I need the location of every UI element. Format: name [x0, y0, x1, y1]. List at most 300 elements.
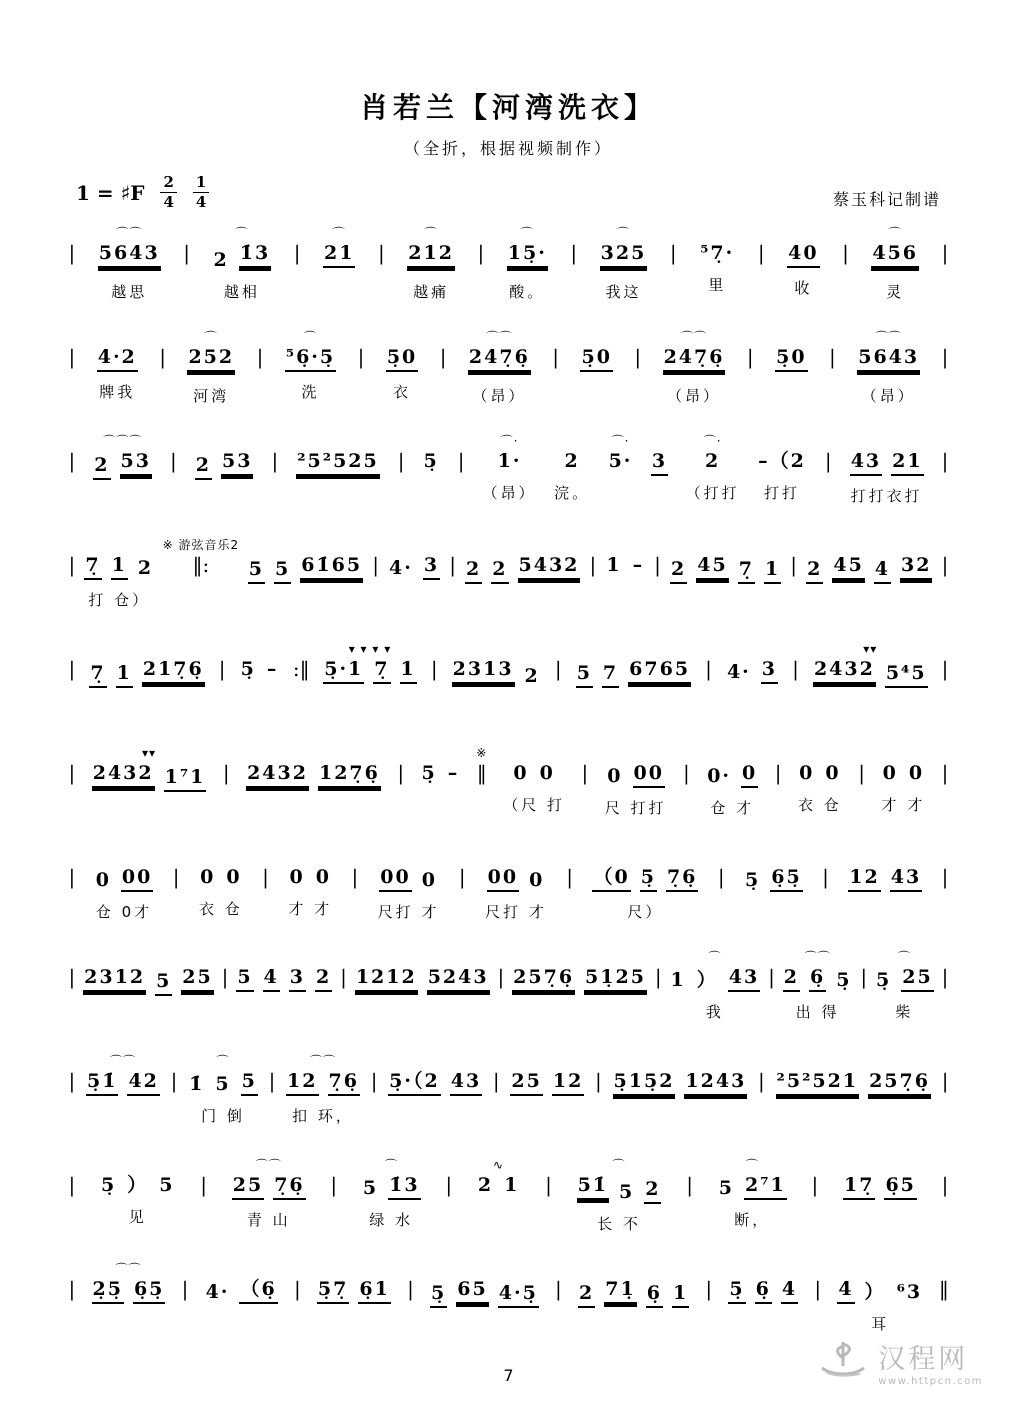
barline-glyph [829, 346, 836, 369]
note-group: 00 [633, 762, 665, 788]
ornament-annotation [943, 536, 948, 554]
ornament-annotation [633, 744, 638, 762]
note-group: ⁶3 [896, 1281, 923, 1303]
ornament-annotation [145, 640, 150, 658]
barline-text: | [654, 553, 661, 577]
lyric-text [169, 482, 177, 506]
note-group: 6̣5̣ [770, 866, 802, 892]
note-group: 2312 [83, 966, 146, 992]
ornament-annotation [776, 744, 781, 762]
barline [669, 224, 677, 298]
note-group: 6̣5̣ [133, 1278, 165, 1304]
ornament-annotation [793, 640, 798, 658]
ornament-annotation: ⌒ [235, 226, 249, 240]
measure-cell [378, 848, 440, 925]
measure-cell [465, 536, 580, 617]
lyric-text [197, 586, 205, 610]
lyric-text [159, 378, 167, 402]
barline [397, 432, 405, 506]
barline-text: ‖: [192, 553, 210, 577]
lyric-text [589, 586, 597, 610]
note-groups [430, 1278, 539, 1308]
barline [397, 744, 405, 818]
lyric-text [941, 794, 949, 818]
barline-text: | [293, 1277, 301, 1301]
lyric-text [310, 801, 318, 825]
lyric-text [68, 1310, 76, 1334]
note-groups [89, 658, 204, 688]
barline-text: | [330, 1173, 338, 1197]
note-groups [563, 450, 580, 473]
measure-cell [199, 848, 243, 922]
barline-text: | [445, 1173, 453, 1197]
lyric-text [555, 1310, 563, 1334]
note-groups [837, 1278, 923, 1304]
lyric-text [621, 586, 629, 610]
note-group: 4 [874, 558, 891, 584]
lyric-text: 灵 [886, 283, 905, 301]
ornament-annotation [69, 640, 74, 658]
barline [757, 224, 765, 298]
measure-cell [686, 432, 740, 506]
barline-glyph [942, 762, 949, 785]
note-group: 2 [524, 665, 540, 687]
note-group: 7 [602, 662, 619, 688]
measure-cell [663, 328, 726, 409]
barline-text: | [705, 1277, 713, 1301]
barline [792, 640, 800, 714]
barline-glyph [942, 450, 949, 473]
note-group: 5 [215, 1073, 231, 1095]
note-group: ⁵7̣· [700, 242, 735, 264]
ornament-annotation [687, 1156, 692, 1174]
note-groups [783, 966, 853, 992]
barline-text: | [68, 657, 76, 681]
ornament-annotation [545, 1052, 550, 1070]
barline [941, 536, 949, 610]
note-group: 7̣6̣ [273, 1174, 305, 1200]
note-groups [388, 554, 440, 580]
note-groups [232, 1174, 306, 1200]
barline-glyph [686, 1174, 693, 1197]
score-system [68, 536, 949, 617]
lyric-text [824, 482, 832, 506]
lyric-text [576, 1005, 584, 1029]
ornament-annotation [359, 328, 364, 346]
ornament-annotation [183, 1260, 188, 1278]
barline [492, 1052, 500, 1126]
lyric-text [145, 801, 153, 825]
note-group: 5 [274, 558, 291, 584]
score-system [68, 1156, 949, 1237]
ornament-annotation [769, 948, 774, 966]
measure-cell [83, 948, 214, 1029]
barline-glyph [193, 554, 210, 577]
note-group: 25 [181, 966, 213, 992]
lyric-text [418, 1005, 426, 1029]
note-group: 65 [456, 1278, 488, 1304]
barline-text: | [746, 345, 754, 369]
barline-text: | [169, 449, 177, 473]
ornament-annotation [432, 640, 437, 658]
ornament-annotation [577, 948, 582, 966]
note-group: （0 [592, 866, 630, 892]
ornament-annotation [759, 1052, 764, 1070]
lyric-text: 尺打 才 [485, 903, 547, 921]
key-label: 1 = ♯F [76, 180, 145, 205]
note-group: 5̣ [101, 1174, 117, 1196]
barline-glyph [69, 658, 76, 681]
measure-cell [248, 536, 363, 617]
lyric-text: 才 才 [881, 796, 926, 814]
barline-text: | [351, 865, 359, 889]
ornament-annotation: ⌒⌒ [309, 1054, 336, 1068]
transcriber-credit: 蔡玉科记制谱 [832, 190, 941, 209]
note-group: 00 [487, 866, 519, 892]
note-group: 217̣6̣ [142, 658, 205, 684]
lyric-text [593, 381, 601, 405]
lyric-text [431, 1105, 439, 1129]
note-group: 0 [882, 762, 898, 784]
lyric-text [654, 998, 662, 1022]
measure-cell [592, 848, 698, 925]
measure-cell [871, 224, 919, 305]
lyric-text [457, 482, 465, 506]
note-groups [497, 450, 523, 473]
barline-text: | [941, 449, 949, 473]
ornament-annotation: ▾▾ [863, 642, 878, 656]
note-groups [100, 1174, 175, 1197]
barline [68, 744, 76, 818]
lyric-text [656, 485, 664, 509]
barline-glyph [814, 1278, 821, 1301]
barline-text: | [545, 1173, 552, 1197]
note-groups [718, 1174, 787, 1200]
measure-cell [355, 948, 490, 1029]
note-groups [317, 1278, 391, 1304]
barline-glyph [183, 242, 190, 265]
note-group: 7̣ [89, 662, 106, 688]
barline [172, 848, 180, 922]
lyric-text [302, 593, 310, 617]
barline-glyph [705, 1278, 712, 1301]
barline [457, 432, 465, 506]
note-group: 5̣ [423, 450, 439, 472]
barline [183, 224, 191, 298]
barline [340, 948, 348, 1022]
ornament-annotation: ⌒ [616, 226, 630, 240]
note-groups [507, 242, 548, 272]
note-groups [608, 450, 634, 473]
barline-glyph [634, 346, 641, 369]
lyric-text [478, 794, 486, 818]
barline-glyph [445, 1174, 452, 1197]
note-group: 43 [450, 1070, 482, 1096]
barline [477, 224, 485, 298]
measure-cell [605, 536, 645, 610]
barline-text: | [842, 241, 849, 265]
ornament-annotation [257, 640, 262, 658]
ornament-annotation [546, 1156, 551, 1174]
barline [68, 640, 76, 714]
note-group: 4 [837, 1278, 854, 1304]
barline [686, 1156, 694, 1230]
ornament-annotation [420, 948, 425, 966]
lyric-text: 尺 打打 [604, 799, 667, 817]
barline-glyph [222, 966, 229, 989]
barline [811, 1156, 819, 1230]
barline [545, 1156, 553, 1230]
ornament-annotation [220, 640, 225, 658]
ornament-annotation [69, 328, 74, 346]
barline [941, 432, 949, 506]
lyric-text [705, 690, 713, 714]
lyric-text [941, 898, 949, 922]
note-groups [510, 1070, 584, 1096]
barline-text: ‖ [476, 761, 487, 785]
barline-text: | [262, 865, 269, 889]
barline-text: | [397, 449, 405, 473]
barline [458, 848, 466, 922]
measure-cell [286, 1052, 360, 1129]
lyric-text [941, 1206, 949, 1230]
lyric-text: 河湾 [193, 387, 230, 405]
barline [941, 744, 949, 818]
ornament-annotation [498, 948, 503, 966]
ornament-annotation [678, 1052, 683, 1070]
note-group: 5̣ [240, 658, 256, 680]
note-group: 5 [619, 1181, 635, 1203]
barline-glyph [69, 866, 76, 889]
note-groups [86, 1070, 160, 1096]
barline-text: | [552, 345, 560, 369]
lyric-text [125, 1313, 133, 1337]
ornament-annotation [817, 744, 822, 762]
measure-cell [757, 432, 807, 506]
measure-cell [296, 432, 380, 513]
note-groups [407, 242, 455, 272]
ornament-annotation [719, 848, 724, 866]
barline [68, 536, 76, 610]
note-groups [577, 1174, 662, 1204]
note-group: 1 [116, 662, 133, 688]
barline-glyph [330, 1174, 337, 1197]
measure-cell [98, 224, 161, 305]
barline [407, 1260, 415, 1334]
barline [218, 640, 226, 714]
score [68, 224, 949, 1341]
barline-glyph [570, 242, 577, 265]
barline [824, 432, 832, 506]
barline [829, 328, 837, 402]
lyric-text [262, 898, 270, 922]
note-group: 61̇65 [300, 554, 363, 580]
note-groups [651, 450, 668, 476]
ornament-annotation [478, 224, 483, 242]
measure-cell [775, 328, 807, 405]
barline [181, 1260, 189, 1334]
barline-text: | [68, 1069, 76, 1093]
note-group: 4·2 [97, 346, 138, 372]
lyric-text: 收 [794, 279, 813, 297]
note-group: 5⁴5 [885, 662, 928, 688]
note-group: 6̣ [809, 966, 826, 992]
note-group: 0 [908, 762, 925, 784]
lyric-text [676, 1109, 684, 1133]
barline-text: | [555, 1277, 562, 1301]
barline-text: | [581, 761, 589, 785]
lyric-text [554, 690, 562, 714]
barline-glyph [159, 346, 166, 369]
barline [842, 224, 850, 298]
note-group: 51̣25 [584, 966, 647, 992]
note-groups [706, 762, 758, 788]
barline-glyph [69, 966, 76, 989]
ornament-annotation [943, 948, 948, 966]
lyric-text [181, 1310, 189, 1334]
ornament-annotation [943, 224, 948, 242]
measure-cell [468, 328, 531, 409]
barline [858, 744, 866, 818]
ornament-annotation [69, 948, 74, 966]
ornament-annotation [295, 224, 300, 242]
note-groups [240, 658, 280, 681]
lyric-text [941, 482, 949, 506]
measure-cell [388, 1052, 482, 1129]
ornament-annotation [643, 848, 648, 866]
lyric-text [68, 794, 76, 818]
ornament-annotation: ▾▾ [142, 746, 157, 760]
note-group: – [632, 554, 645, 576]
barline-text: | [221, 965, 229, 989]
barline [293, 224, 301, 298]
note-group: 0 [315, 866, 331, 888]
note-group: 2 [578, 1282, 595, 1308]
page-subtitle: （全折，根据视频制作） [403, 139, 613, 158]
barline-glyph [942, 554, 949, 577]
note-groups [195, 450, 254, 480]
barline-glyph [69, 450, 76, 473]
measure-cell [848, 848, 922, 925]
measure-cell [580, 328, 612, 405]
note-group: 1· [497, 450, 522, 472]
lyric-text [629, 697, 637, 721]
barline [330, 1156, 338, 1230]
lyric-text [705, 1310, 713, 1334]
measure-cell [84, 536, 154, 613]
lyric-text [543, 1105, 551, 1129]
ornament-annotation [117, 536, 122, 554]
lyric-text: 门 倒 [201, 1107, 245, 1125]
barline-glyph [477, 242, 484, 265]
lyric-text: 我这 [605, 283, 642, 301]
measure-cell [388, 536, 440, 613]
barline [262, 848, 270, 922]
note-group: 325 [600, 242, 648, 268]
note-groups [213, 242, 272, 272]
note-groups [578, 1278, 689, 1308]
measure-cell [317, 1260, 391, 1337]
ornament-annotation [730, 744, 735, 762]
lyric-text: 越思 [111, 283, 148, 301]
lyric-text: （尺 打 [503, 796, 566, 814]
note-group: 00 [121, 866, 153, 892]
measure-cell [95, 848, 154, 925]
note-group: 2 [644, 1178, 661, 1204]
note-group: 0 [513, 762, 529, 784]
barline [570, 224, 578, 298]
barline [163, 536, 240, 610]
lyric-text [481, 1317, 489, 1341]
ornament-annotation [715, 224, 720, 242]
lyric-text: （昂） [472, 387, 527, 405]
barline-glyph [477, 762, 487, 785]
barline-glyph [223, 762, 230, 785]
lyric-text [717, 898, 725, 922]
ornament-annotation [69, 848, 74, 866]
barline-text: | [372, 553, 379, 577]
lyric-text: （昂） [482, 484, 537, 502]
ornament-annotation [830, 328, 835, 346]
barline [717, 848, 725, 922]
ornament-annotation: ⌒⌒ [255, 1158, 282, 1172]
lyric-text [237, 1313, 245, 1337]
lyric-text: 尺打 才 [377, 903, 440, 921]
barline-glyph [942, 242, 949, 265]
ornament-annotation: ⌒ [520, 226, 534, 240]
measure-cell [503, 744, 565, 818]
note-group: 4 [781, 1278, 798, 1304]
note-groups [246, 762, 381, 792]
barline-text: | [941, 241, 949, 265]
barline [860, 948, 868, 1022]
measure-cell [188, 1052, 258, 1129]
meter-group [144, 175, 209, 210]
barline [768, 948, 776, 1022]
barline [941, 948, 949, 1022]
barline [200, 1156, 208, 1230]
ornament-annotation: ⌒ [204, 330, 218, 344]
barline-glyph [398, 450, 405, 473]
measure-cell [843, 1156, 917, 1233]
barline [377, 224, 385, 298]
ornament-annotation [590, 536, 595, 554]
barline-text: | [589, 553, 597, 577]
barline-text: | [200, 1173, 207, 1197]
note-group: 42 [127, 1070, 159, 1096]
barline-glyph [200, 1174, 207, 1197]
watermark-text [878, 1337, 983, 1387]
lyric-text [787, 381, 795, 405]
note-group: 5̣0 [580, 346, 612, 372]
barline-glyph [590, 554, 597, 577]
ornament-annotation [115, 328, 120, 346]
barline-text: | [68, 449, 76, 473]
ornament-annotation [160, 328, 165, 346]
barline-text: | [941, 865, 949, 889]
barline-glyph [397, 762, 404, 785]
note-group: ） [696, 969, 718, 991]
lyric-text [774, 794, 782, 818]
note-group: 257̣6̣ [868, 1070, 931, 1096]
barline-glyph [69, 346, 76, 369]
measure-cell [605, 744, 667, 821]
barline-glyph [262, 866, 269, 889]
ornament-annotation [750, 640, 755, 658]
barline [790, 536, 798, 610]
note-group: ²5²521 [776, 1070, 860, 1096]
note-group: 6765 [628, 658, 691, 684]
